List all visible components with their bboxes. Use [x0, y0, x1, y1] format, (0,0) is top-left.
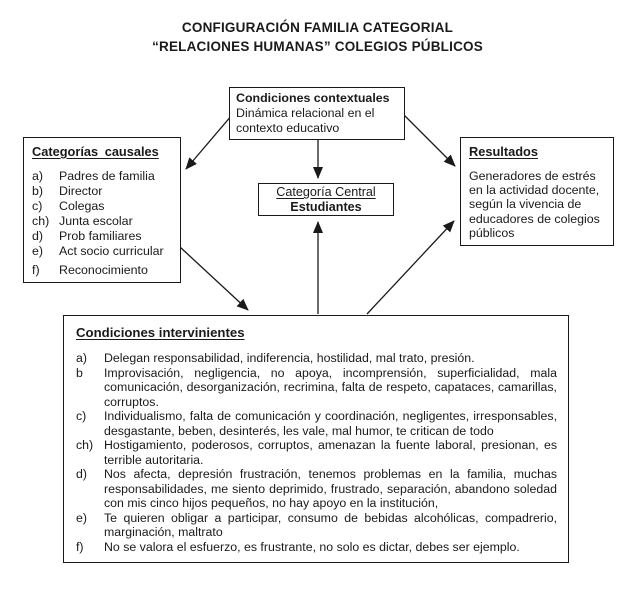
- item-marker: e): [32, 243, 44, 258]
- item-marker: f): [32, 262, 40, 277]
- contextual-conditions-heading: Condiciones contextuales: [236, 91, 390, 105]
- item-marker: ch): [76, 438, 94, 453]
- arrow-contextual-to-causal: [186, 115, 232, 169]
- item-text: Prob familiares: [59, 228, 142, 243]
- list-item: [76, 366, 557, 410]
- item-marker: a): [76, 351, 87, 366]
- intervening-conditions-heading: Condiciones intervinientes: [76, 325, 245, 340]
- arrow-intervening-to-results: [367, 221, 454, 314]
- list-item: [32, 169, 172, 184]
- item-text: Hostigamiento, poderosos, corruptos, amenazan la fuente laboral, presionan, es terrible autoritaria.: [104, 438, 557, 467]
- causal-categories-box: [23, 137, 181, 283]
- diagram-title-line1: CONFIGURACIÓN FAMILIA CATEGORIAL: [181, 20, 454, 35]
- item-marker: e): [76, 510, 87, 525]
- item-text: Director: [59, 183, 103, 198]
- intervening-conditions-box: [63, 315, 569, 563]
- list-item: [32, 263, 172, 278]
- item-marker: b): [32, 183, 44, 198]
- item-text: Act socio curricular: [59, 243, 164, 258]
- item-text: Individualismo, falta de comunicación y coordinación, negligentes, irresponsables, desgastante, beben, desinterés, les vale, mal humor, te critican de todo: [104, 409, 557, 438]
- item-text: Reconocimiento: [59, 262, 148, 277]
- list-item: [76, 438, 557, 467]
- item-marker: c): [76, 409, 87, 424]
- list-item: [76, 351, 557, 366]
- central-category-box: [258, 183, 394, 216]
- item-text: Nos afecta, depresión frustración, tenemos problemas en la familia, muchas responsabilidades, me siento deprimido, frustrado, separación, abandono soledad con mis cinco hijos pequeños, no hay apoyo en la institución,: [104, 467, 557, 511]
- item-text: Delegan responsabilidad, indiferencia, hostilidad, mal trato, presión.: [104, 351, 475, 366]
- results-body: Generadores de estrés en la actividad docente, según la vivencia de educadores de colegios públicos: [469, 168, 600, 241]
- results-heading: Resultados: [469, 144, 538, 159]
- item-marker: d): [76, 467, 87, 482]
- diagram-title-line2: “RELACIONES HUMANAS” COLEGIOS PÚBLICOS: [152, 38, 483, 54]
- item-text: Junta escolar: [59, 213, 133, 228]
- arrow-causal-to-intervening: [180, 247, 248, 310]
- list-item: [76, 540, 557, 555]
- causal-categories-list: [32, 169, 172, 278]
- item-text: Padres de familia: [59, 168, 155, 183]
- item-marker: ch): [32, 213, 50, 228]
- diagram-title: [0, 19, 635, 57]
- list-item: [32, 214, 172, 229]
- item-marker: b: [76, 365, 83, 380]
- contextual-conditions-body: Dinámica relacional en el contexto educativo: [236, 106, 375, 136]
- arrow-contextual-to-results: [402, 113, 455, 166]
- list-item: [76, 409, 557, 438]
- causal-categories-heading: Categorías causales: [32, 144, 159, 159]
- item-text: Improvisación, negligencia, no apoya, incomprensión, superficialidad, mala comunicación, desorganización, recrimina, falta de respeto, capataces, camarillas, corruptos.: [104, 365, 557, 409]
- item-marker: a): [32, 168, 44, 183]
- list-item: [76, 467, 557, 511]
- list-item: [32, 229, 172, 244]
- contextual-conditions-box: [229, 87, 405, 140]
- central-category-heading: Categoría Central: [276, 185, 376, 199]
- intervening-conditions-list: [76, 351, 557, 554]
- item-text: Colegas: [59, 198, 105, 213]
- central-category-body: Estudiantes: [290, 200, 362, 214]
- list-item: [76, 511, 557, 540]
- list-item: [32, 184, 172, 199]
- item-text: Te quieren obligar a participar, consumo de bebidas alcohólicas, compadrerio, marginación, maltrato: [104, 510, 557, 540]
- item-marker: c): [32, 198, 43, 213]
- list-item: [32, 199, 172, 214]
- item-marker: f): [76, 539, 84, 554]
- results-box: [460, 137, 614, 246]
- item-text: No se valora el esfuerzo, es frustrante, no solo es dictar, debes ser ejemplo.: [104, 539, 520, 554]
- list-item: [32, 244, 172, 259]
- item-marker: d): [32, 228, 44, 243]
